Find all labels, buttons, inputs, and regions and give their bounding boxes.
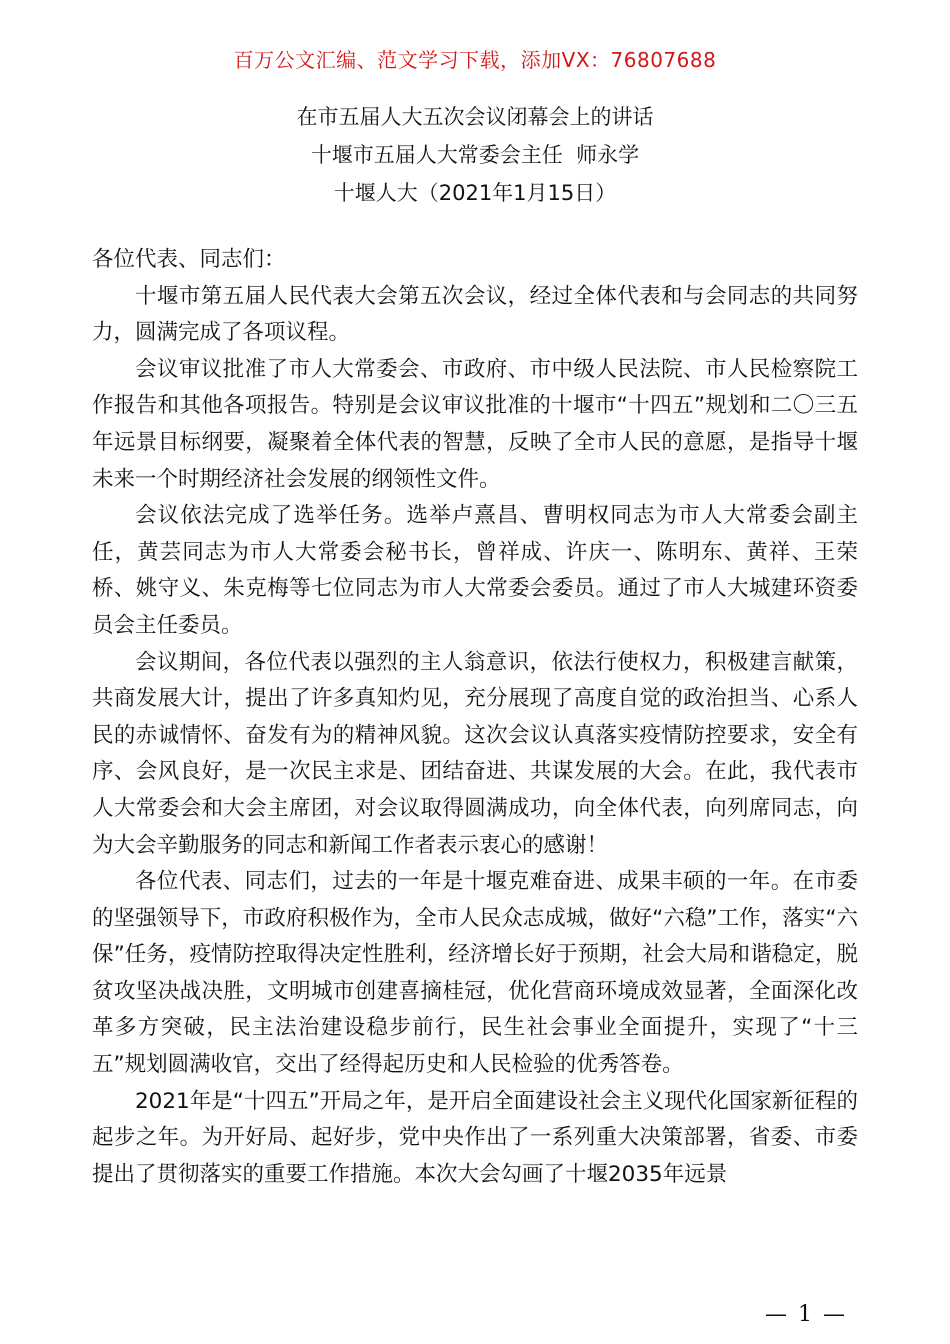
promo-banner: 百万公文汇编、范文学习下载，添加VX：76807688 <box>233 48 717 72</box>
salutation: 各位代表、同志们： <box>92 247 286 272</box>
speaker-line: 十堰市五届人大常委会主任 师永学 <box>310 143 640 167</box>
page-number: — 1 — <box>765 1302 847 1327</box>
title-block <box>0 98 950 212</box>
paragraph-1: 十堰市第五届人民代表大会第五次会议，经过全体代表和与会同志的共同努力，圆满完成了各项议程。 <box>92 283 858 346</box>
paragraph-6: 2021年是“十四五”开局之年，是开启全面建设社会主义现代化国家新征程的起步之年。为开好局、起好步，党中央作出了一系列重大决策部署，省委、市委提出了贯彻落实的重要工作措施。本次大会勾画了十堰2035年远景 <box>92 1088 858 1187</box>
paragraph-2: 会议审议批准了市人大常委会、市政府、市中级人民法院、市人民检察院工作报告和其他各项报告。特别是会议审议批准的十堰市“十四五”规划和二〇三五年远景目标纲要，凝聚着全体代表的智慧，反映了全市人民的意愿，是指导十堰未来一个时期经济社会发展的纲领性文件。 <box>92 356 858 492</box>
paragraph-4: 会议期间，各位代表以强烈的主人翁意识，依法行使权力，积极建言献策，共商发展大计，提出了许多真知灼见，充分展现了高度自觉的政治担当、心系人民的赤诚情怀、奋发有为的精神风貌。这次会议认真落实疫情防控要求，安全有序、会风良好，是一次民主求是、团结奋进、共谋发展的大会。在此，我代表市人大常委会和大会主席团，对会议取得圆满成功，向全体代表，向列席同志，向为大会辛勤服务的同志和新闻工作者表示衷心的感谢！ <box>92 649 858 858</box>
speech-title: 在市五届人大五次会议闭幕会上的讲话 <box>296 105 654 129</box>
speech-body <box>92 242 858 1193</box>
source-date-line: 十堰人大（2021年1月15日） <box>333 181 617 205</box>
paragraph-5: 各位代表、同志们，过去的一年是十堰克难奋进、成果丰硕的一年。在市委的坚强领导下，市政府积极作为，全市人民众志成城，做好“六稳”工作，落实“六保”任务，疫情防控取得决定性胜利，经济增长好于预期，社会大局和谐稳定，脱贫攻坚决战决胜，文明城市创建喜摘桂冠，优化营商环境成效显著，全面深化改革多方突破，民主法治建设稳步前行，民生社会事业全面提升，实现了“十三五”规划圆满收官，交出了经得起历史和人民检验的优秀答卷。 <box>92 869 858 1078</box>
paragraph-3: 会议依法完成了选举任务。选举卢熹昌、曹明权同志为市人大常委会副主任，黄芸同志为市人大常委会秘书长，曾祥成、许庆一、陈明东、黄祥、王荣桥、姚守义、朱克梅等七位同志为市人大常委会委员。通过了市人大城建环资委员会主任委员。 <box>92 503 858 638</box>
